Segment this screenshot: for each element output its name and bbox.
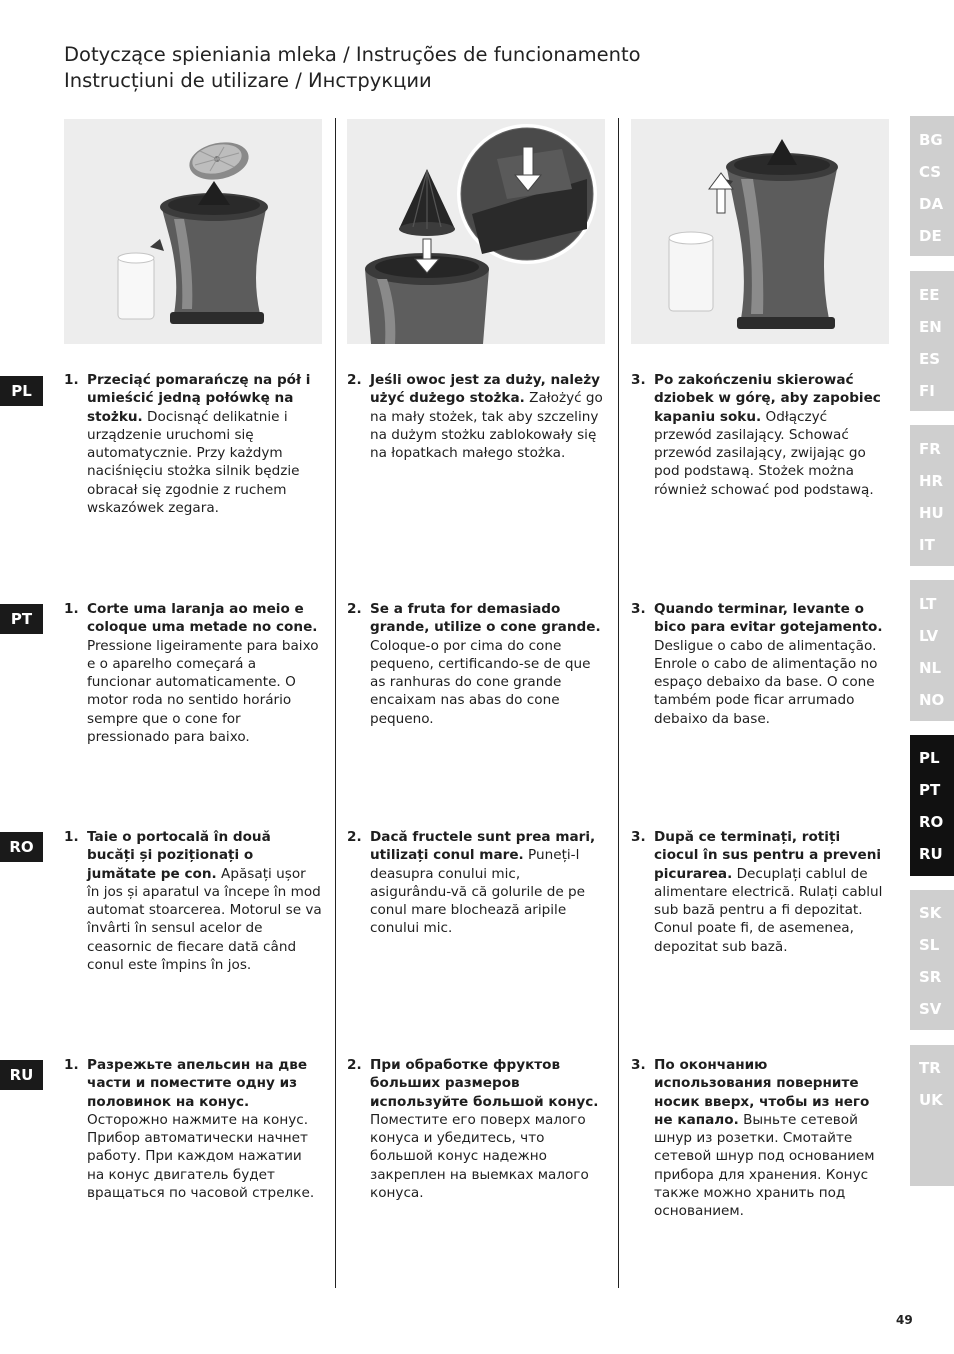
language-code-bg[interactable]: BG — [919, 131, 943, 149]
language-group-7 — [910, 1045, 954, 1186]
step-number: 2. — [347, 1057, 362, 1073]
language-group-1 — [910, 116, 954, 256]
step-text: Осторожно нажмите на конус. Прибор автоматически начнет работу. При каждом нажатии на конус двигатель будет вращаться по часовой стрелке. — [87, 1111, 315, 1202]
language-code-pt[interactable]: PT — [919, 781, 941, 799]
step-text: Pressione ligeiramente para baixo e o aparelho começará a funcionar automaticamente. O motor roda no sentido horário sempre que o cone for pressionado para baixo. — [87, 637, 319, 746]
step-bold-text: Corte uma laranja ao meio e coloque uma metade no cone. — [87, 601, 318, 636]
language-code-ro[interactable]: RO — [919, 813, 944, 831]
language-code-ru[interactable]: RU — [919, 845, 943, 863]
lang-tab-ro: RO — [0, 832, 43, 862]
language-code-lt[interactable]: LT — [919, 595, 937, 613]
language-code-hr[interactable]: HR — [919, 472, 944, 490]
language-code-hu[interactable]: HU — [919, 504, 944, 522]
step-text: Decuplați cablul de alimentare electrică. Rulați cablul sub bază pentru a fi depozitat. Conul poate fi, de asemenea, depozitat sub bază. — [654, 865, 883, 955]
step-number: 3. — [631, 372, 646, 388]
language-code-tr[interactable]: TR — [919, 1059, 941, 1077]
language-code-it[interactable]: IT — [919, 536, 935, 554]
language-code-sk[interactable]: SK — [919, 904, 942, 922]
step-text: Поместите его поверх малого конуса и убедитесь, что большой конус надежно закреплен на выемках малого конуса. — [370, 1111, 589, 1202]
language-code-nl[interactable]: NL — [919, 659, 942, 677]
step-number: 2. — [347, 829, 362, 845]
lang-tab-pt: PT — [0, 604, 43, 634]
language-group-6 — [910, 890, 954, 1030]
language-code-fi[interactable]: FI — [919, 382, 935, 400]
step-number: 2. — [347, 601, 362, 617]
lang-tab-pl: PL — [0, 376, 43, 406]
step-bold-text: Se a fruta for demasiado grande, utilize o cone grande. — [370, 601, 601, 636]
step-text: Apăsați ușor în jos și aparatul va începe în mod automat stoarcerea. Motorul se va învârti în sensul acelor de ceasornic de fiecare dată când conul este împins în jos. — [87, 865, 322, 974]
step-pt-3 — [631, 600, 889, 728]
step-number: 1. — [64, 829, 79, 845]
language-code-ee[interactable]: EE — [919, 286, 940, 304]
language-code-pl[interactable]: PL — [919, 749, 940, 767]
step-bold-text: După ce terminați, rotiți ciocul în sus pentru a preveni picurarea. — [654, 829, 882, 882]
page-title — [64, 42, 641, 94]
step-number: 1. — [64, 1057, 79, 1073]
step-bold-text: Po zakończeniu skierować dziobek w górę, aby zapobiec kapaniu soku. — [654, 372, 881, 425]
step-pl-3 — [631, 371, 889, 499]
language-group-5-active — [910, 735, 954, 876]
step-number: 2. — [347, 372, 362, 388]
step-pl-2 — [347, 371, 605, 462]
language-code-sr[interactable]: SR — [919, 968, 942, 986]
language-code-sl[interactable]: SL — [919, 936, 940, 954]
step-bold-text: При обработке фруктов больших размеров используйте большой конус. — [370, 1057, 599, 1110]
step-text: Выньте сетевой шнур из розетки. Смотайте сетевой шнур под основанием прибора для хранения. Конус также можно хранить под основанием. — [654, 1111, 875, 1220]
language-code-da[interactable]: DA — [919, 195, 944, 213]
step-text: Puneți-l deasupra conului mic, asigurându-vă că golurile de pe conul mare blochează aripile conului mic. — [370, 847, 586, 937]
language-code-lv[interactable]: LV — [919, 627, 939, 645]
language-code-sv[interactable]: SV — [919, 1000, 942, 1018]
step-ru-1 — [64, 1056, 322, 1202]
step-text: Coloque-o por cima do cone pequeno, certificando-se de que as ranhuras do cone grande encaixam nas abas do cone pequeno. — [370, 637, 591, 727]
page-title-line-1: Dotyczące spieniania mleka / Instruções de funcionamento — [64, 43, 641, 66]
step-ro-2 — [347, 828, 605, 938]
language-code-fr[interactable]: FR — [919, 440, 941, 458]
step-pl-1 — [64, 371, 322, 517]
figure-step-3-spout-up — [631, 119, 889, 344]
language-group-2 — [910, 271, 954, 411]
step-pt-1 — [64, 600, 322, 746]
step-bold-text: Dacă fructele sunt prea mari, utilizați conul mare. — [370, 829, 596, 864]
step-bold-text: Taie o portocală în două bucăți și poziționați o jumătate pe con. — [87, 829, 271, 882]
step-bold-text: Jeśli owoc jest za duży, należy użyć dużego stożka. — [370, 372, 600, 407]
column-divider-1 — [335, 118, 336, 1288]
page-title-line-2: Instrucțiuni de utilizare / Инструкции — [64, 69, 432, 92]
step-text: Założyć go na mały stożek, tak aby szczeliny na dużym stożku zablokowały się na łopatkach małego stożka. — [370, 390, 603, 462]
figure-step-2-large-cone — [347, 119, 605, 344]
step-pt-2 — [347, 600, 605, 728]
step-ru-2 — [347, 1056, 605, 1202]
language-group-4 — [910, 580, 954, 721]
language-group-3 — [910, 425, 954, 566]
step-bold-text: Quando terminar, levante o bico para evitar gotejamento. — [654, 601, 883, 636]
step-ru-3 — [631, 1056, 889, 1221]
language-code-cs[interactable]: CS — [919, 163, 942, 181]
step-text: Odłączyć przewód zasilający. Schować przewód zasilający, zwijając go pod podstawą. Stożek można również schować pod podstawą. — [654, 408, 874, 498]
step-bold-text: Przeciąć pomarańczę na pół i umieścić jedną połówkę na stożku. — [87, 372, 311, 425]
step-ro-3 — [631, 828, 889, 956]
step-number: 3. — [631, 601, 646, 617]
language-code-de[interactable]: DE — [919, 227, 942, 245]
step-bold-text: По окончанию использования поверните носик вверх, чтобы из него не капало. — [654, 1057, 870, 1128]
language-code-no[interactable]: NO — [919, 691, 945, 709]
language-code-es[interactable]: ES — [919, 350, 941, 368]
column-divider-2 — [618, 118, 619, 1288]
lang-tab-ru: RU — [0, 1060, 43, 1090]
step-bold-text: Разрежьте апельсин на две части и поместите одну из половинок на конус. — [87, 1057, 308, 1110]
language-code-uk[interactable]: UK — [919, 1091, 943, 1109]
page-number: 49 — [896, 1313, 913, 1327]
step-number: 3. — [631, 1057, 646, 1073]
step-number: 3. — [631, 829, 646, 845]
step-text: Docisnąć delikatnie i urządzenie uruchomi się automatycznie. Przy każdym naciśnięciu stożka silnik będzie obracał się zgodnie z ruchem wskazówek zegara. — [87, 408, 300, 517]
step-ro-1 — [64, 828, 322, 974]
figure-step-1-juicer-with-orange — [64, 119, 322, 344]
language-code-en[interactable]: EN — [919, 318, 942, 336]
step-text: Desligue o cabo de alimentação. Enrole o cabo de alimentação no espaço debaixo da base. O cone também pode ficar arrumado debaixo da base. — [654, 637, 878, 727]
step-number: 1. — [64, 372, 79, 388]
step-number: 1. — [64, 601, 79, 617]
